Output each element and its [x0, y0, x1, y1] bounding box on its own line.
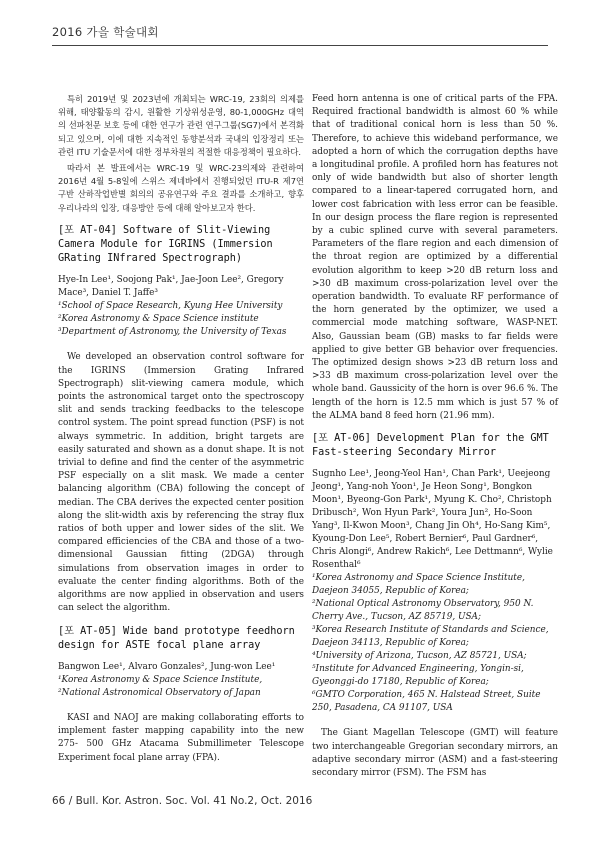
at05-authors: Bangwon Lee¹, Alvaro Gonzales², Jung-won Lee¹	[58, 661, 276, 672]
at06-affiliation-4: ⁴University of Arizona, Tucson, AZ 85721, USA;	[312, 651, 527, 662]
at04-affiliation-3: ³Department of Astronomy, the University of Texas	[58, 327, 287, 338]
at06-affiliation-2: ²National Optical Astronomy Observatory, 950 N. Cherry Ave., Tucson, AZ 85719, USA;	[312, 599, 534, 623]
at06-affiliation-6: ⁶GMTO Corporation, 465 N. Halstead Street, Suite 250, Pasadena, CA 91107, USA	[312, 690, 541, 714]
at06-affiliation-1: ¹Korea Astronomy and Space Science Institute, Daejeon 34055, Republic of Korea;	[312, 573, 525, 597]
at05-affiliation-1: ¹Korea Astronomy & Space Science Institute,	[58, 674, 263, 685]
at04-affiliation-2: ²Korea Astronomy & Space Science institute	[58, 314, 259, 325]
at06-affiliation-5: ⁵Institute for Advanced Engineering, Yongin-si, Gyeonggi-do 17180, Republic of Korea;	[312, 664, 524, 688]
intro-paragraph-1: 특히 2019년 및 2023년에 개최되는 WRC-19, 23회의 의제를 위해, 태양활동의 감시, 원활한 기상위성운영, 80-1,000GHz 대역의 선파천문 보호 등에 대한 연구가 관련 연구그룹(SG7)에서 본격화되고 있으며, 이에 대한 지속적인 동향분석과 국내의 입장정리 또는 관련 ITU 기술문서에 대한 정부차원의 적절한 대응정책이 필요하다.	[58, 94, 304, 157]
at04-title: [포 AT-04] Software of Slit-Viewing Camera Module for IGRINS (Immersion GRating INfrared Spectrograph)	[58, 224, 273, 265]
at04-abstract: We developed an observation control software for the IGRINS (Immersion Grating Infrared Spectrograph) slit-viewing camera module, which points the astronomical target onto the spectroscopy slit and sends tracking feedbacks to the telescope control system. The point spread function (PSF) is not always symmetric. In addition, bright targets are easily saturated and shown as a donut shape. It is not trivial to define and find the center of the asymmetric PSF especially on a slit mask. We made a center balancing algorithm (CBA) following the concept of median. The CBA derives the expected center position along the slit-width axis by referencing the stray flux ratios of both upper and lower sides of the slit. We compared efficiencies of the CBA and those of a two-dimensional Gaussian fitting (2DGA) through simulations from observation images in order to evaluate the center finding algorithms. Both of the algorithms are now applied in observation and users can select the algorithm.	[58, 352, 304, 614]
at04-affiliations	[58, 300, 304, 339]
intro-paragraph-2: 따라서 본 발표에서는 WRC-19 및 WRC-23의제와 관련하여 2016년 4월 5-8일에 스위스 제네바에서 진행되었던 ITU-R 제7연구반 산하작업반별 회의의 공유연구와 주요 결과를 소개하고, 향후 우리나라의 입장, 대응방안 등에 대해 알아보고자 한다.	[58, 163, 304, 213]
at06-authors: Sugnho Lee¹, Jeong-Yeol Han¹, Chan Park¹, Ueejeong Jeong¹, Yang-noh Yoon¹, Je Heon Song¹, Bongkon Moon¹, Byeong-Gon Park¹, Myung K. Cho², Christoph Dribusch², Won Hyun Park², Youra Jun², Ho-Soon Yang³, Il-Kwon Moon³, Chang Jin Oh⁴, Ho-Sang Kim⁵, Kyoung-Don Lee⁵, Robert Bernier⁶, Paul Gardner⁶, Chris Alongi⁶, Andrew Rakich⁶, Lee Dettmann⁶, Wylie Rosenthal⁶	[312, 469, 553, 571]
at05-affiliations	[58, 674, 304, 700]
at06-affiliation-3: ³Korea Research Institute of Standards and Science, Daejeon 34113, Republic of Korea;	[312, 625, 549, 649]
header-rule	[52, 45, 548, 46]
at04-affiliation-1: ¹School of Space Research, Kyung Hee University	[58, 301, 283, 312]
at05-affiliation-2: ²National Astronomical Observatory of Japan	[58, 687, 261, 698]
journal-header: 2016 가을 학술대회	[52, 25, 159, 39]
at04-authors: Hye-In Lee¹, Soojong Pak¹, Jae-Joon Lee², Gregory Mace³, Daniel T. Jaffe³	[58, 275, 284, 299]
at05-title: [포 AT-05] Wide band prototype feedhorn design for ASTE focal plane array	[58, 625, 295, 651]
page-footer: 66 / Bull. Kor. Astron. Soc. Vol. 41 No.2, Oct. 2016	[52, 795, 313, 807]
at06-title: [포 AT-06] Development Plan for the GMT Fast-steering Secondary Mirror	[312, 433, 549, 459]
at06-abstract: The Giant Magellan Telescope (GMT) will feature two interchangeable Gregorian secondary mirrors, an adaptive secondary mirror (ASM) and a fast-steering secondary mirror (FSM). The FSM has	[312, 728, 558, 779]
at05-abstract-continued: Feed horn antenna is one of critical parts of the FPA. Required fractional bandwidth is almost 60 % while that of traditional conical horn is less than 50 %. Therefore, to achieve this wideband performance, we adopted a horn of which the corrugation depths have a longitudinal profile. A profiled horn has features not only of wide bandwidth but also of shorter length compared to a linear-tapered corrugated horn, and lower cost fabrication with less error can be feasible. In our design process the flare region is represented by a cubic splined curve with several parameters. Parameters of the flare region and each dimension of the throat region are optimized by a differential evolution algorithm to keep >20 dB return loss and >30 dB maximum cross-polarization level over the operation bandwidth. To evaluate RF performance of the horn generated by the optimizer, we used a commercial mode matching software, WASP-NET. Also, Gaussian beam (GB) masks to far fields were applied to give better GB behavior over frequencies. The optimized design shows >23 dB return loss and >33 dB maximum cross-polarization level over the whole band. Gaussicity of the horn is over 96.6 %. The length of the horn is 12.5 mm which is just 57 % of the ALMA band 8 feed horn (21.96 mm).	[312, 94, 558, 421]
at05-abstract: KASI and NAOJ are making collaborating efforts to implement faster mapping capability into the new 275- 500 GHz Atacama Submillimeter Telescope Experiment focal plane array (FPA).	[58, 712, 304, 763]
right-column	[312, 93, 558, 783]
left-column	[58, 93, 304, 768]
at06-affiliations	[312, 572, 558, 715]
